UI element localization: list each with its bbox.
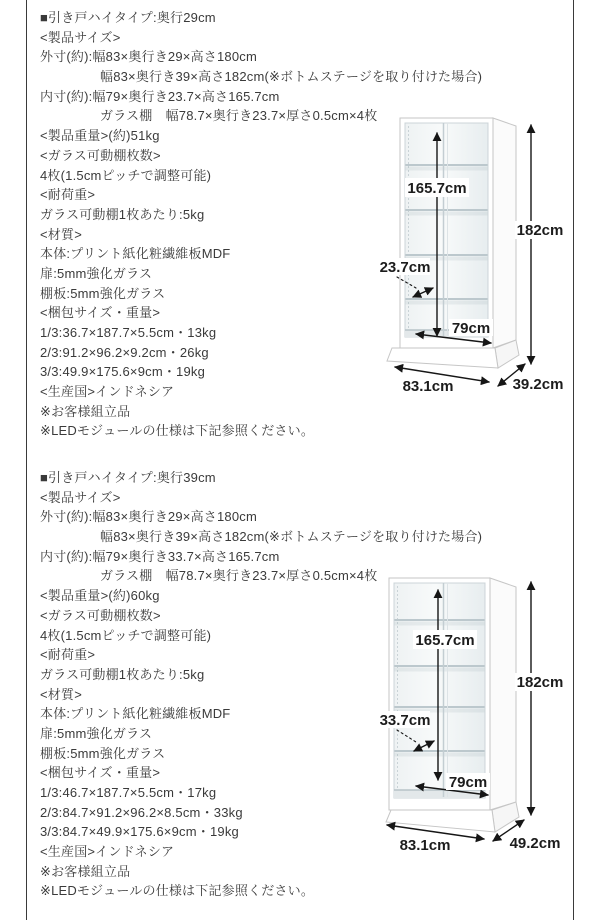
spec-line: ※LEDモジュールの仕様は下記参照ください。 (40, 883, 315, 899)
spec-line: 内寸(約):幅79×奥行き33.7×高さ165.7cm (40, 548, 280, 564)
spec-line: <耐荷重> (40, 647, 96, 663)
spec-line: 幅83×奥行き39×高さ182cm(※ボトムステージを取り付けた場合) (100, 69, 483, 85)
spec-line: 本体:プリント紙化粧繊維板MDF (40, 706, 231, 722)
spec-line: 棚板:5mm強化ガラス (40, 285, 166, 301)
dim-outer-depth: 49.2cm (509, 835, 561, 852)
spec-line: <生産国>インドネシア (40, 384, 175, 400)
cabinet-diagram-depth39 (378, 570, 578, 866)
spec-line: <ガラス可動棚枚数> (40, 607, 161, 623)
spec-line: 外寸(約):幅83×奥行き29×高さ180cm (40, 49, 257, 65)
spec-line: 棚板:5mm強化ガラス (40, 745, 166, 761)
dim-outer-depth: 39.2cm (512, 376, 564, 393)
spec-line: ガラス棚 幅78.7×奥行き23.7×厚さ0.5cm×4枚 (100, 568, 378, 584)
spec-line: 4枚(1.5cmピッチで調整可能) (40, 627, 212, 643)
spec-line: 扉:5mm強化ガラス (40, 265, 153, 281)
spec-line: 3/3:84.7×49.9×175.6×9cm・19kg (40, 824, 239, 840)
dim-outer-width: 83.1cm (402, 378, 454, 395)
cabinet-diagram-depth29 (378, 112, 578, 404)
spec-line: <製品サイズ> (40, 489, 121, 505)
spec-line: 3/3:49.9×175.6×9cm・19kg (40, 364, 206, 380)
spec-line: ※お客様組立品 (40, 403, 131, 419)
dim-outer-width: 83.1cm (399, 837, 451, 854)
spec-line: 2/3:91.2×96.2×9.2cm・26kg (40, 344, 209, 360)
spec-line: 2/3:84.7×91.2×96.2×8.5cm・33kg (40, 804, 243, 820)
spec-line: <梱包サイズ・重量> (40, 765, 161, 781)
dim-inner-height: 165.7cm (415, 632, 475, 649)
spec-line: ※LEDモジュールの仕様は下記参照ください。 (40, 423, 315, 439)
spec-line: 4枚(1.5cmピッチで調整可能) (40, 167, 212, 183)
spec-line: ガラス棚 幅78.7×奥行き23.7×厚さ0.5cm×4枚 (100, 108, 378, 124)
section-title: ■引き戸ハイタイプ:奥行39cm (40, 470, 216, 485)
dim-shelf-depth: 23.7cm (379, 259, 431, 276)
spec-line: ※お客様組立品 (40, 863, 131, 879)
cabinet-illustration (386, 578, 519, 832)
dim-inner-width: 79cm (448, 774, 488, 791)
spec-line: <製品重量>(約)60kg (40, 588, 160, 604)
dim-outer-height: 182cm (516, 674, 564, 691)
spec-line: ガラス可動棚1枚あたり:5kg (40, 666, 205, 682)
spec-line: 本体:プリント紙化粧繊維板MDF (40, 246, 231, 262)
spec-line: <材質> (40, 686, 82, 702)
spec-line: 1/3:46.7×187.7×5.5cm・17kg (40, 785, 217, 800)
spec-line: 1/3:36.7×187.7×5.5cm・13kg (40, 325, 217, 340)
spec-line: 幅83×奥行き39×高さ182cm(※ボトムステージを取り付けた場合) (100, 529, 483, 545)
spec-line: <製品重量>(約)51kg (40, 128, 160, 144)
dim-inner-width: 79cm (451, 320, 491, 337)
spec-line: 外寸(約):幅83×奥行き29×高さ180cm (40, 509, 257, 525)
spec-line: <生産国>インドネシア (40, 844, 175, 860)
spec-line: <製品サイズ> (40, 29, 121, 45)
dim-inner-height: 165.7cm (407, 180, 467, 197)
spec-line: ガラス可動棚1枚あたり:5kg (40, 206, 205, 222)
spec-line: 扉:5mm強化ガラス (40, 725, 153, 741)
spec-line: <梱包サイズ・重量> (40, 305, 161, 321)
spec-line: <耐荷重> (40, 187, 96, 203)
dim-shelf-depth: 33.7cm (379, 712, 431, 729)
spec-line: <材質> (40, 226, 82, 242)
spec-line: <ガラス可動棚枚数> (40, 147, 161, 163)
section-title: ■引き戸ハイタイプ:奥行29cm (40, 10, 216, 25)
spec-line: 内寸(約):幅79×奥行き23.7×高さ165.7cm (40, 88, 280, 104)
dim-outer-height: 182cm (516, 222, 564, 239)
